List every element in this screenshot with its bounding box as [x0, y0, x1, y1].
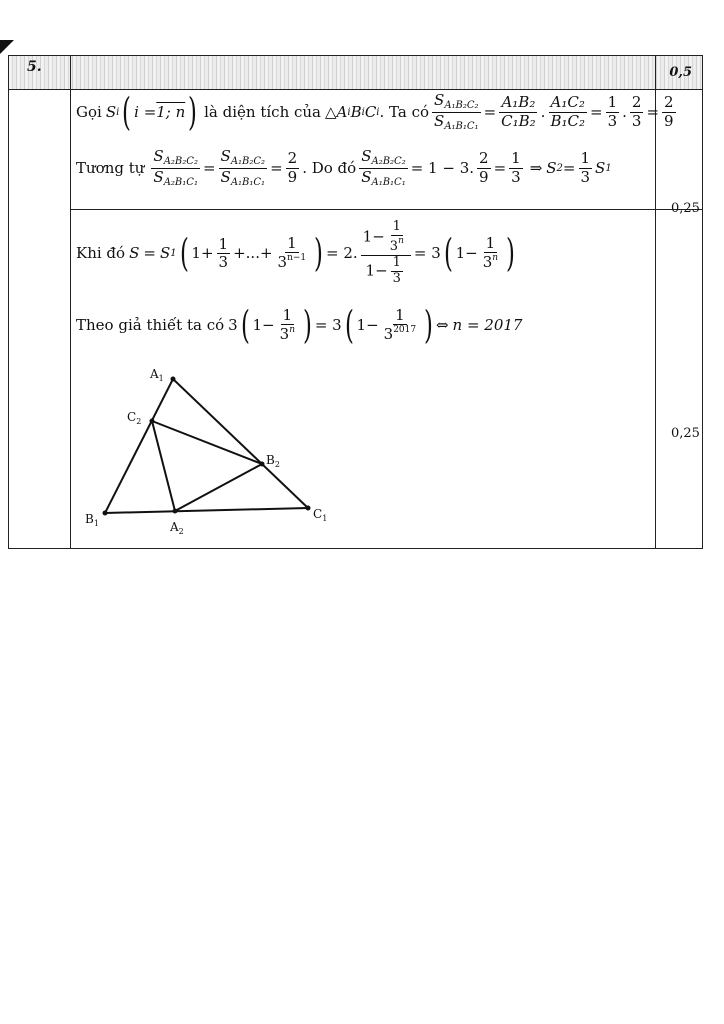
line1-intro: Gọi — [76, 103, 102, 121]
line2-frac-two-ninths: $\frac{2}{9}$ — [287, 149, 298, 186]
label-C2: $C_2$ — [127, 410, 142, 426]
line4-result: n = 2017 — [452, 316, 523, 334]
line2-do-do: . Do đó — [302, 159, 357, 177]
line1-tri-A: △A — [325, 103, 348, 121]
line2-rhs: = 1 − 3. — [410, 159, 475, 177]
line4-iff: ⇔ — [435, 316, 449, 334]
line1-ta-co: . Ta có — [379, 103, 430, 121]
solution-line-3: Khi đó S = S 1 ( 1+ $\frac{1}{3}$ +...+ $\frac{1}{3^{n-1}}$ ) = 2. 1− $\frac{1}{3^n}$ 1− $\frac{1}{3}$ = 3 ( 1− $\frac{1}{3^n}$ ) — [76, 219, 515, 286]
line1-tri-text: là diện tích của — [204, 103, 321, 121]
question-header-row — [9, 56, 702, 90]
line3-intro: Khi đó — [76, 244, 126, 263]
question-points: 0,5 — [669, 65, 692, 80]
line2-frac-a: $\frac{S_{A_2B_2C_2}}{S_{A_2B_1C_1}}$ — [153, 147, 198, 188]
line1-frac-two-thirds: $\frac{2}{3}$ — [631, 93, 642, 130]
label-A2: $A_2$ — [170, 520, 184, 536]
line2-S2: S — [546, 159, 557, 177]
line1-tri-B: B — [350, 103, 362, 121]
edge-C2-B2 — [152, 421, 262, 464]
row1-points: 0,25 — [671, 201, 700, 216]
edge-A1-B1 — [105, 379, 173, 513]
line1-tri-C: C — [364, 103, 377, 121]
line3-last-term: $\frac{1}{3^{n-1}}$ — [277, 234, 307, 272]
line1-S: S — [105, 103, 117, 121]
line1-S-sub: i — [116, 106, 120, 118]
row2-points: 0,25 — [671, 426, 700, 441]
line2-frac-b: $\frac{S_{A_1B_2C_2}}{S_{A_1B_1C_1}}$ — [220, 147, 266, 188]
line2-intro: Tương tự — [76, 159, 145, 177]
edge-B1-C1 — [105, 508, 308, 513]
label-B2: $B_2$ — [266, 453, 280, 469]
label-A1: $A_1$ — [150, 367, 164, 383]
line1-frac-ratio2: $\frac{\text{A₁C₂}}{\text{B₁C₂}}$ — [550, 93, 585, 130]
edge-C2-A2 — [152, 421, 175, 511]
triangle-figure — [70, 360, 350, 540]
line1-frac-area: $\frac{S_{A_1B_2C_2}}{S_{A_1B_1C_1}}$ — [434, 91, 479, 132]
line1-range: 1; n — [156, 103, 186, 121]
line2-implies: ⇒ — [529, 159, 543, 177]
line3-geometric-sum: 1− $\frac{1}{3^n}$ 1− $\frac{1}{3}$ — [361, 220, 411, 287]
question-number: 5. — [27, 59, 42, 75]
solution-line-4: Theo giả thiết ta có 3 ( 1− $\frac{1}{3^n}$ ) = 3 ( 1− $\frac{1}{3^{2017}}$ ) ⇔ n = 2017 — [76, 303, 523, 347]
point-A2 — [173, 509, 178, 514]
line1-frac-ratio1: $\frac{\text{A₁B₂}}{\text{C₁B₂}}$ — [501, 93, 536, 130]
point-C2 — [150, 419, 155, 424]
line2-frac-c: $\frac{S_{A_2B_2C_2}}{S_{A_1B_1C_1}}$ — [361, 147, 406, 188]
solution-line-2: Tương tự $\frac{S_{A_2B_2C_2}}{S_{A_2B_1C_1}}$ = $\frac{S_{A_1B_2C_2}}{S_{A_1B_1C_1}}$ = $\frac{2}{9}$ . Do đó $\frac{S_{A_2B_2C_2}}{S_{A_1B_1C_1}}$ = 1 − 3. $\frac{2}{9}$ = $\frac{1}{3}$ ⇒ S 2 = $\frac{1}{3}$ S 1 — [76, 147, 612, 188]
edge-A2-B2 — [175, 464, 262, 511]
line4-intro: Theo giả thiết ta có — [76, 316, 225, 334]
page-corner-mark — [0, 40, 14, 54]
line1-range-prefix: i = — [134, 103, 157, 121]
label-C1: $C_1$ — [313, 507, 328, 523]
line1-frac-third: $\frac{1}{3}$ — [607, 93, 618, 130]
point-C1 — [306, 506, 311, 511]
solution-line-1: Gọi S i ( i = 1; n ) là diện tích của △A i B i C i . Ta có $\frac{S_{A_1B_2C_2}}{S_{A_1B_1C_1}}$ = $\frac{\text{A₁B₂}}{\text{C₁B₂}}$ . $\frac{\text{A₁C₂}}{\text{B₁C₂}}$ = $\frac{1}{3}$ . $\frac{2}{3}$ = $\frac{2}{9}$ — [76, 90, 674, 134]
row-divider — [71, 209, 702, 210]
point-B2 — [260, 462, 265, 467]
edge-A1-C1 — [173, 379, 308, 508]
point-A1 — [171, 377, 176, 382]
label-B1: $B_1$ — [85, 512, 99, 528]
line1-frac-result: $\frac{2}{9}$ — [664, 93, 674, 130]
point-B1 — [103, 511, 108, 516]
